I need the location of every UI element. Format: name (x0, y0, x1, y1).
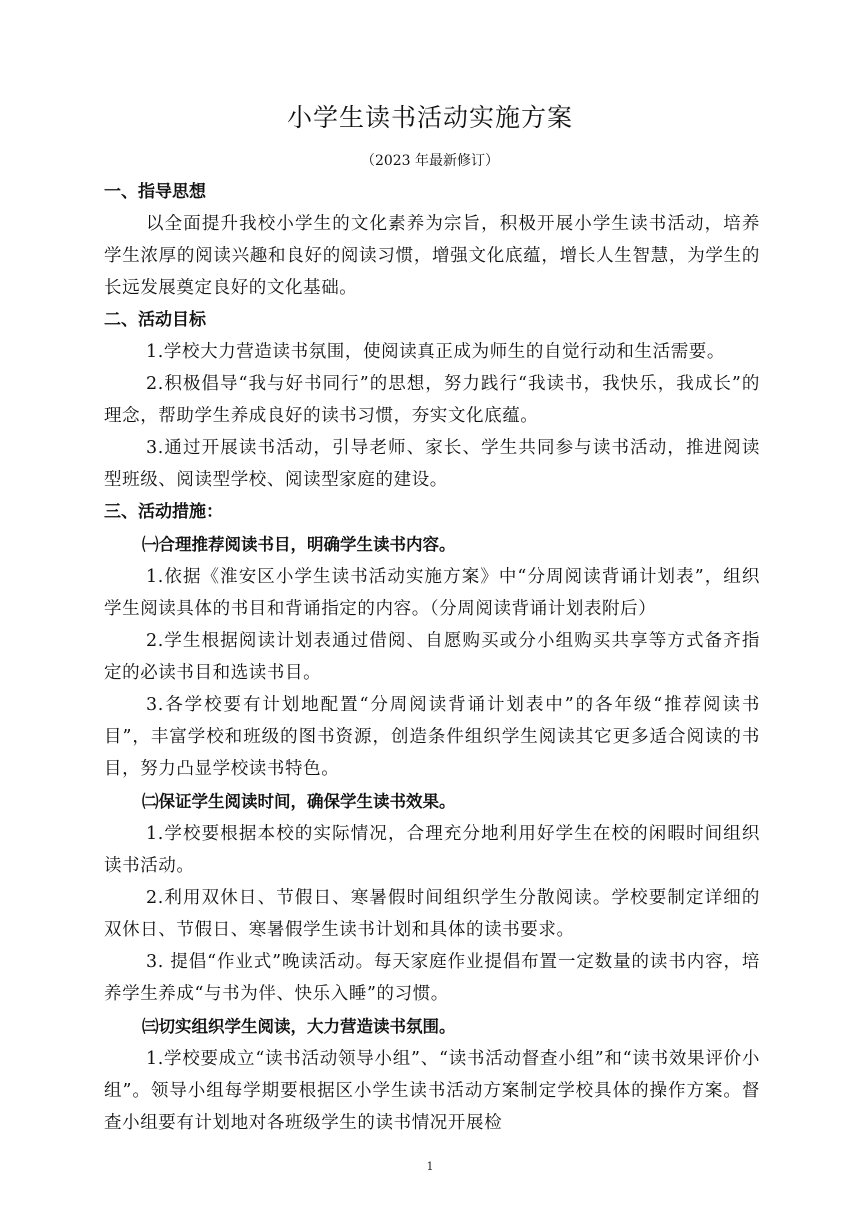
paragraph: 2.利用双休日、节假日、寒暑假时间组织学生分散阅读。学校要制定详细的双休日、节假日、寒暑假学生读书计划和具体的读书要求。 (104, 888, 760, 940)
section-heading-guiding-thought: 一、指导思想 (104, 182, 206, 202)
paragraph: 1.依据《淮安区小学生读书活动实施方案》中“分周阅读背诵计划表”，组织学生阅读具体的书目和背诵指定的内容。（分周阅读背诵计划表附后） (104, 567, 760, 619)
subsection-heading: ㈢切实组织学生阅读，大力营造读书氛围。 (142, 1017, 456, 1036)
section-heading-activity-measures: 三、活动措施： (104, 502, 223, 522)
document-body (104, 176, 760, 1139)
paragraph: 3.通过开展读书活动，引导老师、家长、学生共同参与读书活动，推进阅读型班级、阅读型学校、阅读型家庭的建设。 (104, 438, 760, 490)
paragraph: 3. 提倡“作业式”晚读活动。每天家庭作业提倡布置一定数量的读书内容，培养学生养成“与书为伴、快乐入睡”的习惯。 (104, 952, 760, 1004)
paragraph: 以全面提升我校小学生的文化素养为宗旨，积极开展小学生读书活动，培养学生浓厚的阅读兴趣和良好的阅读习惯，增强文化底蕴，增长人生智慧，为学生的长远发展奠定良好的文化基础。 (104, 214, 760, 298)
section-heading-activity-goals: 二、活动目标 (104, 310, 206, 330)
paragraph: 2.积极倡导“我与好书同行”的思想，努力践行“我读书，我快乐，我成长”的理念，帮助学生养成良好的读书习惯，夯实文化底蕴。 (104, 374, 760, 426)
subsection-heading: ㈡保证学生阅读时间，确保学生读书效果。 (142, 792, 456, 811)
document-subtitle: （2023 年最新修订） (360, 153, 500, 169)
paragraph: 2.学生根据阅读计划表通过借阅、自愿购买或分小组购买共享等方式备齐指定的必读书目和选读书目。 (104, 631, 760, 683)
document-title: 小学生读书活动实施方案 (286, 103, 573, 132)
subsection-heading: ㈠合理推荐阅读书目，明确学生读书内容。 (142, 535, 456, 554)
paragraph: 1.学校要根据本校的实际情况，合理充分地利用好学生在校的闲暇时间组织读书活动。 (104, 824, 760, 876)
paragraph: 1.学校要成立“读书活动领导小组”、“读书活动督查小组”和“读书效果评价小组”。领导小组每学期要根据区小学生读书活动方案制定学校具体的操作方案。督查小组要有计划地对各班级学生的读书情况开展检 (104, 1049, 760, 1133)
paragraph: 1.学校大力营造读书氛围，使阅读真正成为师生的自觉行动和生活需要。 (146, 342, 725, 362)
page-number: 1 (426, 1160, 434, 1173)
paragraph: 3.各学校要有计划地配置“分周阅读背诵计划表中”的各年级“推荐阅读书目”，丰富学校和班级的图书资源，创造条件组织学生阅读其它更多适合阅读的书目，努力凸显学校读书特色。 (104, 695, 760, 779)
